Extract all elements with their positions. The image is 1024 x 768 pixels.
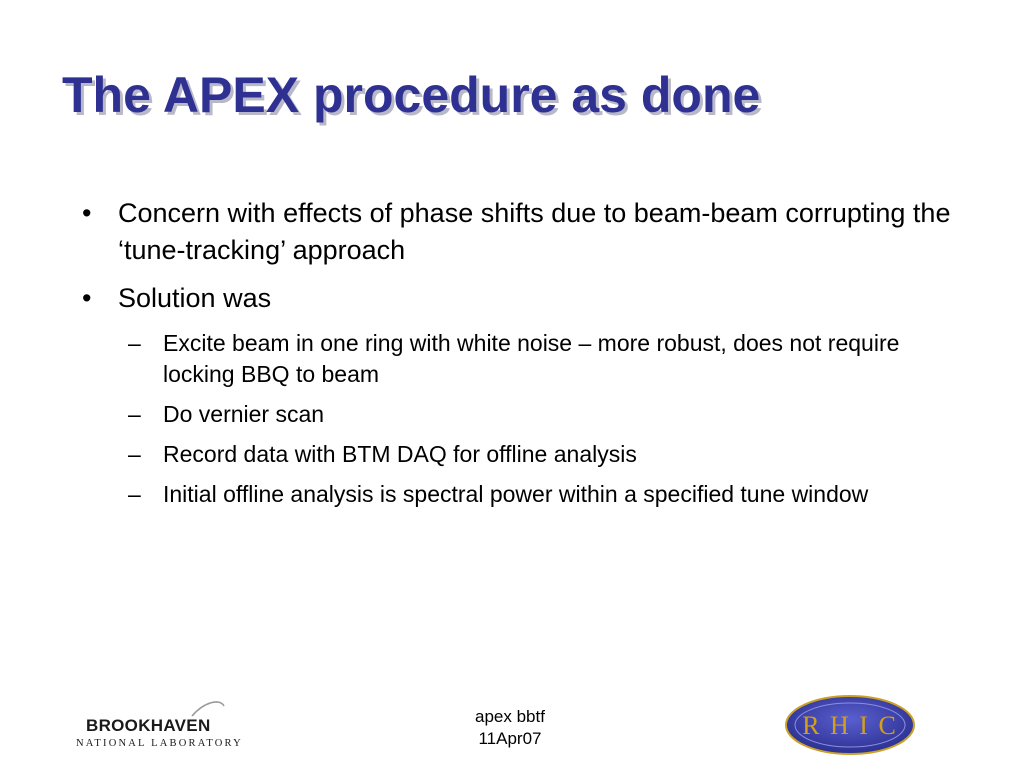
sub-bullet-item [128,328,962,390]
sub-bullet-marker: – [128,330,141,356]
slide-title: The APEX procedure as done [62,67,761,123]
bullet-text: Solution was [118,283,272,313]
sub-bullet-text: Excite beam in one ring with white noise – more robust, does not require locking BBQ to beam [163,330,900,387]
sub-bullet-text: Record data with BTM DAQ for offline analysis [163,441,637,467]
bullet-marker: • [82,198,92,228]
bullet-item [82,195,962,269]
sub-bullet-text: Do vernier scan [163,401,325,427]
footer-text [440,706,580,750]
sub-bullet-marker: – [128,401,141,427]
footer-line-2: 11Apr07 [478,729,542,748]
bullet-text: Concern with effects of phase shifts due to beam-beam corrupting the ‘tune-tracking’ approach [118,198,951,265]
rhic-logo [782,693,918,757]
sub-bullet-text: Initial offline analysis is spectral power within a specified tune window [163,481,869,507]
bullet-item [82,280,962,317]
brookhaven-subtitle: NATIONAL LABORATORY [76,738,243,749]
brookhaven-logo [74,700,264,760]
sub-bullet-item [128,439,962,470]
sub-bullet-marker: – [128,481,141,507]
brookhaven-name: BROOKHAVEN [86,716,211,735]
brookhaven-swoosh-icon [192,702,224,716]
sub-bullet-marker: – [128,441,141,467]
rhic-text: R H I C [802,711,898,740]
footer-line-1: apex bbtf [475,707,545,726]
sub-bullet-item [128,399,962,430]
sub-bullet-item [128,479,962,510]
slide-body [82,195,962,519]
bullet-marker: • [82,283,92,313]
slide-footer [0,690,1024,768]
